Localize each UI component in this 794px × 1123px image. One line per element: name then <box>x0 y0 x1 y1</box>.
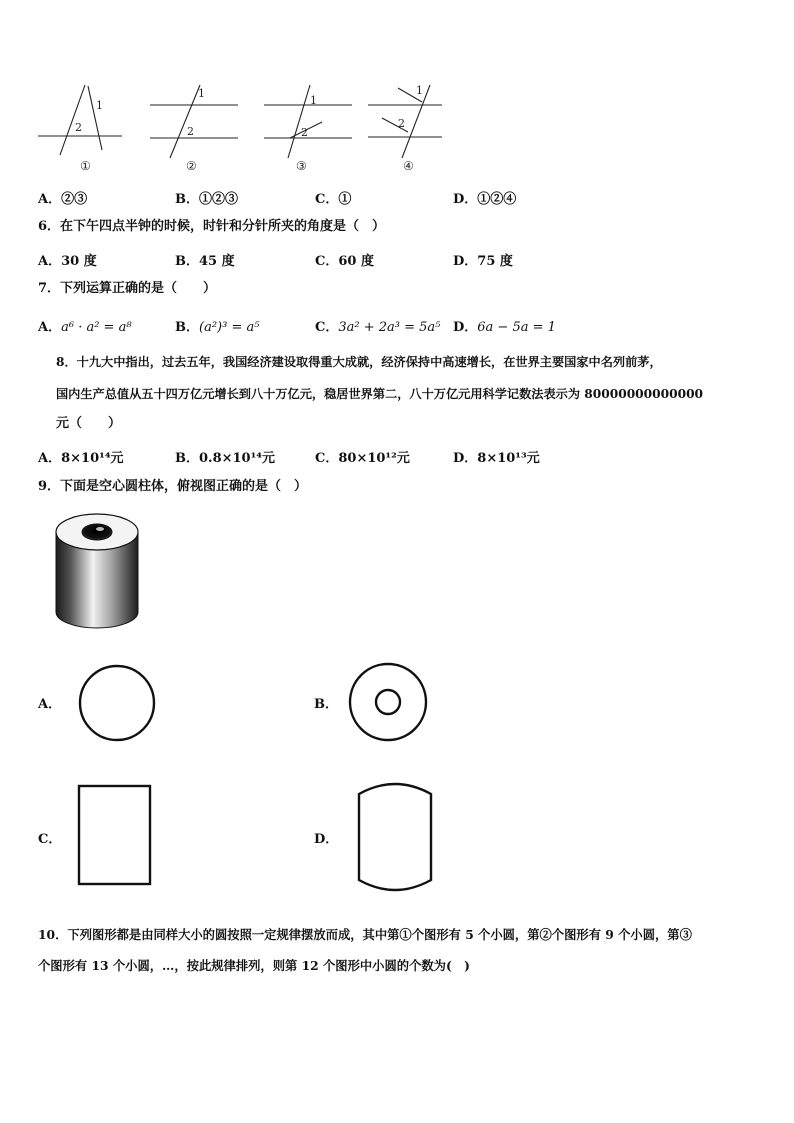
q8-line-3: 元（ ） <box>56 416 122 431</box>
angle-label-2: 2 <box>301 126 308 139</box>
barrel-shape <box>355 780 437 898</box>
q9-option-a-figure[interactable] <box>77 664 159 748</box>
option-formula: 6a − 5a = 1 <box>477 320 556 335</box>
q9-option-b[interactable] <box>314 693 338 712</box>
angle-label-1: 1 <box>96 99 103 112</box>
angle-label-1: 1 <box>310 94 317 107</box>
q5-option-a[interactable] <box>38 188 87 207</box>
option-formula: 3a² + 2a³ = 5a⁵ <box>338 320 441 335</box>
option-text: ②③ <box>61 192 88 207</box>
q9-option-d[interactable] <box>314 828 338 847</box>
hollow-cylinder-image <box>52 510 142 636</box>
option-letter: D． <box>453 451 478 466</box>
q9-option-b-figure[interactable] <box>346 660 430 748</box>
q8-option-b[interactable] <box>175 447 275 466</box>
option-letter: C． <box>315 192 339 207</box>
q8-line-1: 8．十九大中指出，过去五年，我国经济建设取得重大成就，经济保持中高速增长，在世界主要国家中名列前茅， <box>56 355 662 369</box>
q5-option-b[interactable] <box>175 188 238 207</box>
option-letter: C． <box>38 832 62 847</box>
option-text: 75 度 <box>477 254 513 269</box>
option-formula: a⁶ · a² = a⁸ <box>61 320 132 335</box>
option-text: 80×10¹²元 <box>338 451 410 466</box>
option-letter: A． <box>38 320 62 335</box>
q9-option-c-figure[interactable] <box>77 784 153 892</box>
q6-option-b[interactable] <box>175 250 235 269</box>
option-letter: D． <box>314 832 339 847</box>
option-letter: A． <box>38 451 62 466</box>
q7-option-b[interactable] <box>175 316 259 335</box>
option-letter: A． <box>38 254 62 269</box>
circle-shape <box>77 664 159 744</box>
option-text: 60 度 <box>338 254 374 269</box>
option-text: 8×10¹⁴元 <box>61 451 124 466</box>
q9-stem: 9．下面是空心圆柱体，俯视图正确的是（ ） <box>38 479 308 494</box>
q9-option-d-figure[interactable] <box>355 780 437 902</box>
angle-label-2: 2 <box>75 121 82 134</box>
option-text: 30 度 <box>61 254 97 269</box>
q5-figures-svg <box>30 80 460 180</box>
angle-label-1: 1 <box>416 84 423 97</box>
q7-option-a[interactable] <box>38 316 132 335</box>
option-letter: A． <box>38 697 62 712</box>
figure-label-1: ① <box>80 159 91 173</box>
option-letter: A． <box>38 192 62 207</box>
option-letter: C． <box>315 320 339 335</box>
q5-option-d[interactable] <box>453 188 516 207</box>
option-text: 0.8×10¹⁴元 <box>199 451 275 466</box>
figure-label-3: ③ <box>296 159 307 173</box>
q10-line-1: 10．下列图形都是由同样大小的圆按照一定规律摆放而成，其中第①个图形有 5 个小圆，第②个图形有 9 个小圆，第③ <box>38 927 692 942</box>
option-letter: C． <box>315 451 339 466</box>
option-letter: D． <box>453 320 478 335</box>
option-letter: B． <box>314 697 338 712</box>
q8-option-a[interactable] <box>38 447 124 466</box>
option-letter: B． <box>175 320 199 335</box>
concentric-circles-shape <box>346 660 430 744</box>
option-letter: B． <box>175 451 199 466</box>
fig1-transversal <box>60 85 85 155</box>
q8-option-d[interactable] <box>453 447 540 466</box>
figure-label-4: ④ <box>403 159 414 173</box>
option-text: ①②③ <box>199 192 239 207</box>
angle-label-2: 2 <box>398 117 405 130</box>
q7-option-c[interactable] <box>315 316 440 335</box>
q10-line-2: 个图形有 13 个小圆，…，按此规律排列，则第 12 个图形中小圆的个数为( ) <box>38 958 470 973</box>
q9-option-c[interactable] <box>38 828 61 847</box>
figure-label-2: ② <box>186 159 197 173</box>
q8-option-c[interactable] <box>315 447 410 466</box>
q6-option-d[interactable] <box>453 250 513 269</box>
q5-option-c[interactable] <box>315 188 351 207</box>
angle-label-1: 1 <box>198 87 205 100</box>
option-letter: C． <box>315 254 339 269</box>
option-text: ① <box>338 192 352 207</box>
option-text: 45 度 <box>199 254 235 269</box>
fig2-transversal <box>170 85 200 158</box>
q9-option-a[interactable] <box>38 693 61 712</box>
q7-stem: 7．下列运算正确的是（ ） <box>38 281 217 296</box>
option-text: ①②④ <box>477 192 517 207</box>
fig1-oblique-line <box>88 86 102 150</box>
option-letter: B． <box>175 192 199 207</box>
q6-stem: 6．在下午四点半钟的时候，时针和分针所夹的角度是（ ） <box>38 219 386 234</box>
q7-option-d[interactable] <box>453 316 556 335</box>
q6-option-c[interactable] <box>315 250 374 269</box>
option-letter: B． <box>175 254 199 269</box>
option-letter: D． <box>453 254 478 269</box>
option-formula: (a²)³ = a⁵ <box>199 320 260 335</box>
angle-label-2: 2 <box>187 125 194 138</box>
q5-figures <box>30 80 460 180</box>
option-text: 8×10¹³元 <box>477 451 540 466</box>
option-letter: D． <box>453 192 478 207</box>
rectangle-shape <box>77 784 153 888</box>
q6-option-a[interactable] <box>38 250 97 269</box>
q8-line-2: 国内生产总值从五十四万亿元增长到八十万亿元，稳居世界第二，八十万亿元用科学记数法表示为 80000000000000 <box>56 387 704 401</box>
fig3-transversal <box>288 85 310 158</box>
